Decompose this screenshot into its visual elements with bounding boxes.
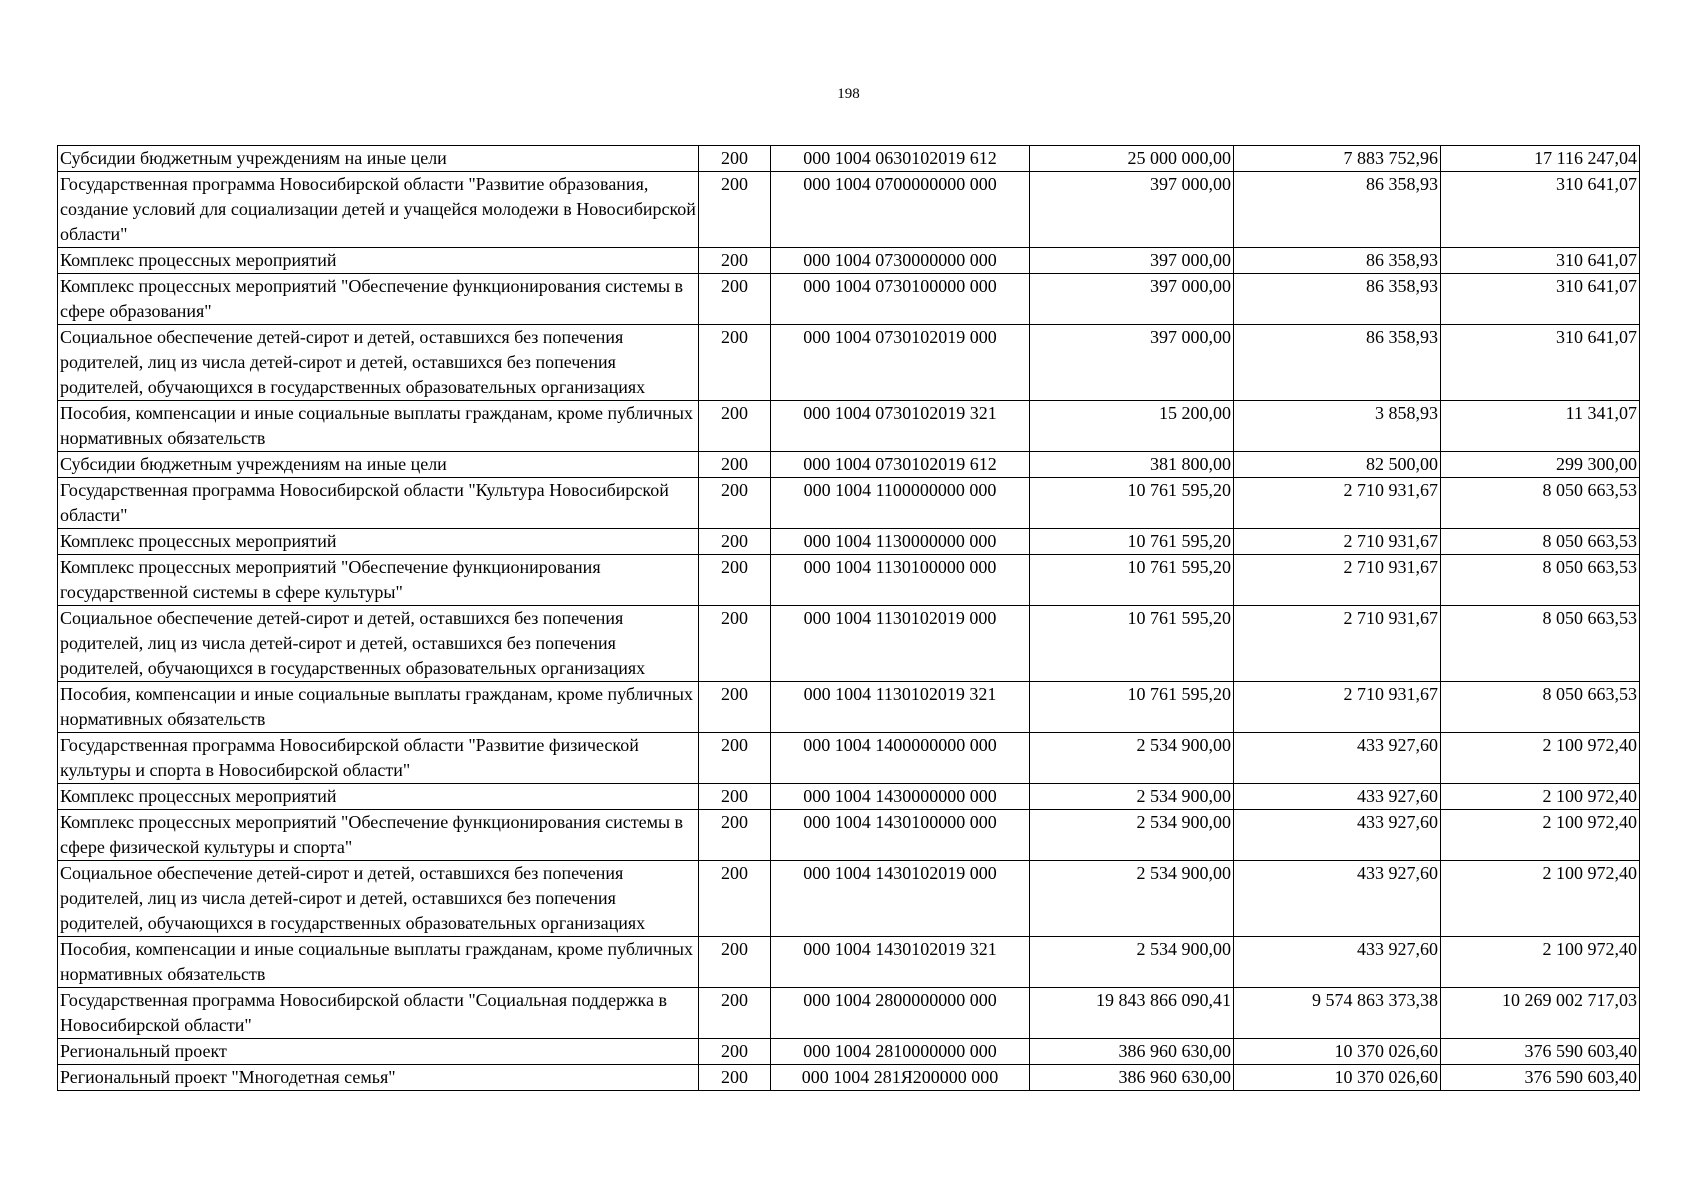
table-row <box>58 478 1640 529</box>
row-code-cell: 200 <box>699 478 771 529</box>
table-row <box>58 146 1640 172</box>
row-approved-amount-cell: 386 960 630,00 <box>1030 1039 1234 1065</box>
row-code-cell: 200 <box>699 682 771 733</box>
row-code-cell: 200 <box>699 172 771 248</box>
row-classification-code-cell: 000 1004 0730100000 000 <box>771 274 1030 325</box>
row-classification-code-cell: 000 1004 0700000000 000 <box>771 172 1030 248</box>
row-code-cell: 200 <box>699 937 771 988</box>
row-remaining-amount-cell: 2 100 972,40 <box>1441 937 1640 988</box>
row-name-cell: Комплекс процессных мероприятий <box>58 529 699 555</box>
row-name-cell: Субсидии бюджетным учреждениям на иные цели <box>58 146 699 172</box>
row-approved-amount-cell: 397 000,00 <box>1030 325 1234 401</box>
row-executed-amount-cell: 7 883 752,96 <box>1234 146 1441 172</box>
row-remaining-amount-cell: 10 269 002 717,03 <box>1441 988 1640 1039</box>
row-executed-amount-cell: 433 927,60 <box>1234 784 1441 810</box>
row-code-cell: 200 <box>699 146 771 172</box>
row-code-cell: 200 <box>699 555 771 606</box>
row-executed-amount-cell: 2 710 931,67 <box>1234 478 1441 529</box>
row-name-cell: Государственная программа Новосибирской области "Развитие образования, создание условий для социализации детей и учащейся молодежи в Новосибирской области" <box>58 172 699 248</box>
row-name-cell: Комплекс процессных мероприятий "Обеспечение функционирования системы в сфере физической культуры и спорта" <box>58 810 699 861</box>
row-classification-code-cell: 000 1004 1130000000 000 <box>771 529 1030 555</box>
row-approved-amount-cell: 10 761 595,20 <box>1030 606 1234 682</box>
row-name-cell: Государственная программа Новосибирской области "Социальная поддержка в Новосибирской области" <box>58 988 699 1039</box>
row-approved-amount-cell: 10 761 595,20 <box>1030 555 1234 606</box>
row-code-cell: 200 <box>699 401 771 452</box>
row-classification-code-cell: 000 1004 2810000000 000 <box>771 1039 1030 1065</box>
row-remaining-amount-cell: 8 050 663,53 <box>1441 555 1640 606</box>
row-name-cell: Комплекс процессных мероприятий <box>58 784 699 810</box>
table-row <box>58 172 1640 248</box>
row-remaining-amount-cell: 17 116 247,04 <box>1441 146 1640 172</box>
row-name-cell: Комплекс процессных мероприятий "Обеспечение функционирования государственной системы в сфере культуры" <box>58 555 699 606</box>
row-classification-code-cell: 000 1004 0730102019 000 <box>771 325 1030 401</box>
row-classification-code-cell: 000 1004 1430102019 000 <box>771 861 1030 937</box>
row-remaining-amount-cell: 8 050 663,53 <box>1441 606 1640 682</box>
row-approved-amount-cell: 10 761 595,20 <box>1030 682 1234 733</box>
row-classification-code-cell: 000 1004 1430000000 000 <box>771 784 1030 810</box>
row-remaining-amount-cell: 11 341,07 <box>1441 401 1640 452</box>
row-remaining-amount-cell: 376 590 603,40 <box>1441 1039 1640 1065</box>
row-executed-amount-cell: 433 927,60 <box>1234 810 1441 861</box>
row-remaining-amount-cell: 2 100 972,40 <box>1441 733 1640 784</box>
row-classification-code-cell: 000 1004 1400000000 000 <box>771 733 1030 784</box>
table-row <box>58 1039 1640 1065</box>
row-name-cell: Государственная программа Новосибирской области "Культура Новосибирской области" <box>58 478 699 529</box>
row-approved-amount-cell: 397 000,00 <box>1030 248 1234 274</box>
row-name-cell: Государственная программа Новосибирской области "Развитие физической культуры и спорта в Новосибирской области" <box>58 733 699 784</box>
row-remaining-amount-cell: 310 641,07 <box>1441 274 1640 325</box>
row-executed-amount-cell: 10 370 026,60 <box>1234 1039 1441 1065</box>
row-executed-amount-cell: 9 574 863 373,38 <box>1234 988 1441 1039</box>
row-executed-amount-cell: 2 710 931,67 <box>1234 682 1441 733</box>
row-executed-amount-cell: 2 710 931,67 <box>1234 606 1441 682</box>
row-classification-code-cell: 000 1004 0630102019 612 <box>771 146 1030 172</box>
row-name-cell: Социальное обеспечение детей-сирот и детей, оставшихся без попечения родителей, лиц из числа детей-сирот и детей, оставшихся без попечения родителей, обучающихся в государственных образовательных организациях <box>58 861 699 937</box>
row-classification-code-cell: 000 1004 1130102019 321 <box>771 682 1030 733</box>
row-remaining-amount-cell: 310 641,07 <box>1441 172 1640 248</box>
row-remaining-amount-cell: 8 050 663,53 <box>1441 682 1640 733</box>
row-remaining-amount-cell: 376 590 603,40 <box>1441 1065 1640 1091</box>
row-executed-amount-cell: 86 358,93 <box>1234 274 1441 325</box>
page-number: 198 <box>837 86 860 102</box>
row-code-cell: 200 <box>699 810 771 861</box>
row-classification-code-cell: 000 1004 1430102019 321 <box>771 937 1030 988</box>
row-executed-amount-cell: 2 710 931,67 <box>1234 529 1441 555</box>
row-code-cell: 200 <box>699 988 771 1039</box>
budget-table <box>57 145 1640 1091</box>
table-row <box>58 988 1640 1039</box>
row-code-cell: 200 <box>699 274 771 325</box>
table-row <box>58 733 1640 784</box>
row-approved-amount-cell: 2 534 900,00 <box>1030 937 1234 988</box>
table-row <box>58 810 1640 861</box>
row-name-cell: Пособия, компенсации и иные социальные выплаты гражданам, кроме публичных нормативных обязательств <box>58 682 699 733</box>
row-code-cell: 200 <box>699 452 771 478</box>
row-name-cell: Пособия, компенсации и иные социальные выплаты гражданам, кроме публичных нормативных обязательств <box>58 401 699 452</box>
row-code-cell: 200 <box>699 1065 771 1091</box>
table-row <box>58 452 1640 478</box>
row-code-cell: 200 <box>699 861 771 937</box>
budget-table-body <box>58 146 1640 1091</box>
row-name-cell: Комплекс процессных мероприятий <box>58 248 699 274</box>
table-row <box>58 606 1640 682</box>
row-name-cell: Пособия, компенсации и иные социальные выплаты гражданам, кроме публичных нормативных обязательств <box>58 937 699 988</box>
row-classification-code-cell: 000 1004 0730102019 321 <box>771 401 1030 452</box>
row-remaining-amount-cell: 310 641,07 <box>1441 248 1640 274</box>
row-approved-amount-cell: 397 000,00 <box>1030 274 1234 325</box>
row-name-cell: Социальное обеспечение детей-сирот и детей, оставшихся без попечения родителей, лиц из числа детей-сирот и детей, оставшихся без попечения родителей, обучающихся в государственных образовательных организациях <box>58 606 699 682</box>
table-row <box>58 937 1640 988</box>
row-remaining-amount-cell: 310 641,07 <box>1441 325 1640 401</box>
row-approved-amount-cell: 381 800,00 <box>1030 452 1234 478</box>
row-classification-code-cell: 000 1004 0730000000 000 <box>771 248 1030 274</box>
row-executed-amount-cell: 433 927,60 <box>1234 937 1441 988</box>
table-row <box>58 529 1640 555</box>
row-code-cell: 200 <box>699 733 771 784</box>
row-classification-code-cell: 000 1004 1430100000 000 <box>771 810 1030 861</box>
row-executed-amount-cell: 433 927,60 <box>1234 733 1441 784</box>
row-code-cell: 200 <box>699 248 771 274</box>
row-name-cell: Социальное обеспечение детей-сирот и детей, оставшихся без попечения родителей, лиц из числа детей-сирот и детей, оставшихся без попечения родителей, обучающихся в государственных образовательных организациях <box>58 325 699 401</box>
row-executed-amount-cell: 82 500,00 <box>1234 452 1441 478</box>
row-approved-amount-cell: 19 843 866 090,41 <box>1030 988 1234 1039</box>
row-approved-amount-cell: 10 761 595,20 <box>1030 529 1234 555</box>
row-classification-code-cell: 000 1004 281Я200000 000 <box>771 1065 1030 1091</box>
row-executed-amount-cell: 86 358,93 <box>1234 172 1441 248</box>
row-approved-amount-cell: 2 534 900,00 <box>1030 733 1234 784</box>
row-code-cell: 200 <box>699 529 771 555</box>
table-row <box>58 274 1640 325</box>
row-classification-code-cell: 000 1004 2800000000 000 <box>771 988 1030 1039</box>
table-row <box>58 248 1640 274</box>
row-code-cell: 200 <box>699 784 771 810</box>
row-remaining-amount-cell: 2 100 972,40 <box>1441 810 1640 861</box>
row-approved-amount-cell: 10 761 595,20 <box>1030 478 1234 529</box>
row-remaining-amount-cell: 2 100 972,40 <box>1441 861 1640 937</box>
row-code-cell: 200 <box>699 1039 771 1065</box>
table-row <box>58 325 1640 401</box>
row-name-cell: Региональный проект <box>58 1039 699 1065</box>
row-code-cell: 200 <box>699 325 771 401</box>
row-executed-amount-cell: 10 370 026,60 <box>1234 1065 1441 1091</box>
row-approved-amount-cell: 2 534 900,00 <box>1030 861 1234 937</box>
row-classification-code-cell: 000 1004 1130100000 000 <box>771 555 1030 606</box>
row-executed-amount-cell: 86 358,93 <box>1234 325 1441 401</box>
row-executed-amount-cell: 3 858,93 <box>1234 401 1441 452</box>
row-approved-amount-cell: 2 534 900,00 <box>1030 784 1234 810</box>
row-classification-code-cell: 000 1004 1100000000 000 <box>771 478 1030 529</box>
row-remaining-amount-cell: 8 050 663,53 <box>1441 529 1640 555</box>
row-name-cell: Комплекс процессных мероприятий "Обеспечение функционирования системы в сфере образования" <box>58 274 699 325</box>
row-executed-amount-cell: 433 927,60 <box>1234 861 1441 937</box>
row-name-cell: Региональный проект "Многодетная семья" <box>58 1065 699 1091</box>
row-remaining-amount-cell: 8 050 663,53 <box>1441 478 1640 529</box>
row-executed-amount-cell: 2 710 931,67 <box>1234 555 1441 606</box>
table-row <box>58 861 1640 937</box>
row-remaining-amount-cell: 299 300,00 <box>1441 452 1640 478</box>
row-approved-amount-cell: 2 534 900,00 <box>1030 810 1234 861</box>
row-approved-amount-cell: 386 960 630,00 <box>1030 1065 1234 1091</box>
row-remaining-amount-cell: 2 100 972,40 <box>1441 784 1640 810</box>
table-row <box>58 401 1640 452</box>
row-code-cell: 200 <box>699 606 771 682</box>
table-row <box>58 1065 1640 1091</box>
row-classification-code-cell: 000 1004 1130102019 000 <box>771 606 1030 682</box>
row-approved-amount-cell: 397 000,00 <box>1030 172 1234 248</box>
table-row <box>58 784 1640 810</box>
table-row <box>58 682 1640 733</box>
row-classification-code-cell: 000 1004 0730102019 612 <box>771 452 1030 478</box>
row-approved-amount-cell: 15 200,00 <box>1030 401 1234 452</box>
row-approved-amount-cell: 25 000 000,00 <box>1030 146 1234 172</box>
table-row <box>58 555 1640 606</box>
row-executed-amount-cell: 86 358,93 <box>1234 248 1441 274</box>
row-name-cell: Субсидии бюджетным учреждениям на иные цели <box>58 452 699 478</box>
